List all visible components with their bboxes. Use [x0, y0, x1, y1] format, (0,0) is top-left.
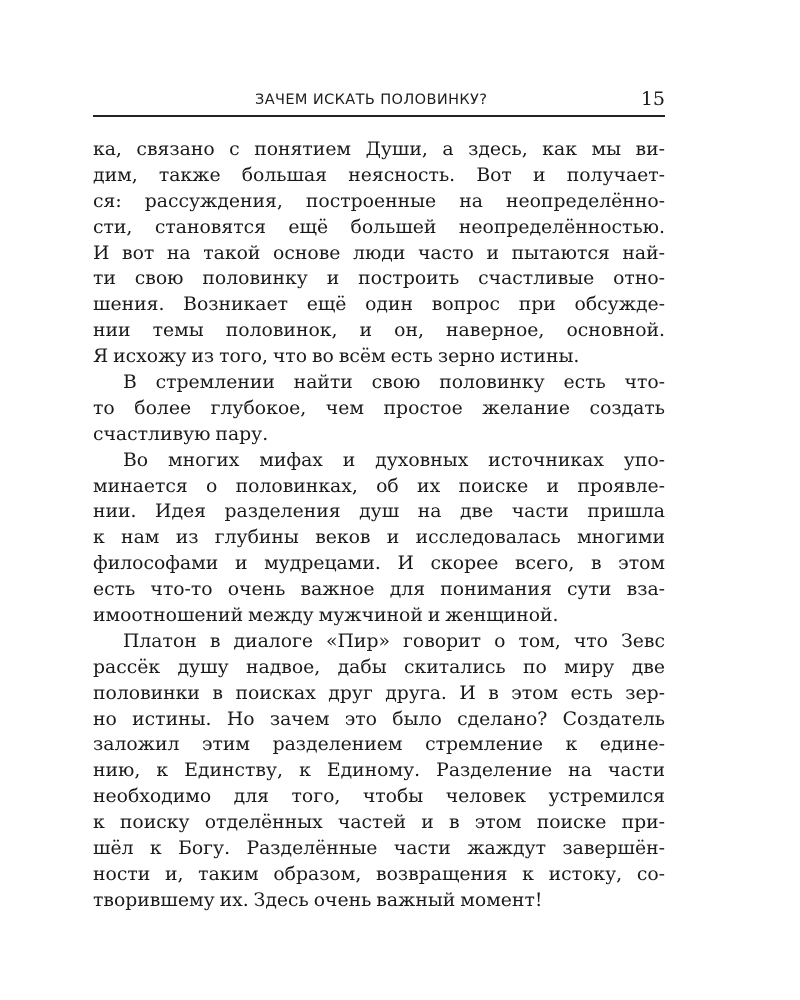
text-line: к поиску отделённых частей и в этом поиске при- [93, 812, 665, 834]
text-line: нию, к Единству, к Единому. Разделение на части [93, 760, 665, 782]
paragraph-end-line: счастливую пару. [93, 423, 269, 445]
text-line: нии. Идея разделения душ на две части пришла [93, 501, 665, 523]
text-line: необходимо для того, чтобы человек устремился [93, 786, 665, 808]
paragraph-end-line: имоотношений между мужчиной и женщиной. [93, 605, 559, 627]
text-line: ти свою половинку и построить счастливые отно- [93, 268, 665, 290]
running-title: ЗАЧЕМ ИСКАТЬ ПОЛОВИНКУ? [255, 92, 488, 108]
text-line: ности и, таким образом, возвращения к истоку, со- [93, 863, 665, 885]
paragraph-end-line: Я исхожу из того, что во всём есть зерно истины. [93, 346, 580, 368]
text-line: шения. Возникает ещё один вопрос при обсужде- [93, 294, 665, 316]
text-line: рассёк душу надвое, дабы скитались по миру две [93, 656, 665, 678]
text-line: к нам из глубины веков и исследовалась многими [93, 527, 665, 549]
paragraph-start-line: В стремлении найти свою половинку есть что- [123, 372, 665, 394]
text-line: ка, связано с понятием Души, а здесь, как мы ви- [93, 139, 665, 160]
text-line: то более глубокое, чем простое желание создать [93, 397, 665, 419]
text-line: но истины. Но зачем это было сделано? Создатель [93, 708, 665, 730]
text-line: заложил этим разделением стремление к едине- [93, 734, 665, 756]
paragraph-end-line: творившему их. Здесь очень важный момент! [93, 889, 543, 911]
paragraph-start-line: Платон в диалоге «Пир» говорит о том, что Зевс [123, 630, 665, 652]
text-line: сти, становятся ещё большей неопределённостью. [93, 216, 665, 238]
text-line: нии темы половинок, и он, наверное, основной. [93, 320, 665, 342]
page-number: 15 [640, 88, 665, 110]
text-line: дим, также большая неясность. Вот и получает- [93, 164, 665, 186]
paragraph-start-line: Во многих мифах и духовных источниках упо- [123, 449, 665, 471]
text-line: ся: рассуждения, построенные на неопределённо- [93, 190, 665, 212]
text-line: философами и мудрецами. И скорее всего, в этом [93, 553, 665, 575]
body-text [93, 137, 665, 914]
page-header [93, 88, 665, 117]
text-line: есть что-то очень важное для понимания сути вза- [93, 579, 665, 601]
text-line: И вот на такой основе люди часто и пытаются най- [93, 242, 665, 264]
text-line: минается о половинках, об их поиске и проявле- [93, 475, 665, 497]
text-line: шёл к Богу. Разделённые части жаждут завершён- [93, 838, 665, 860]
text-line: половинки в поисках друг друга. И в этом есть зер- [93, 682, 665, 704]
